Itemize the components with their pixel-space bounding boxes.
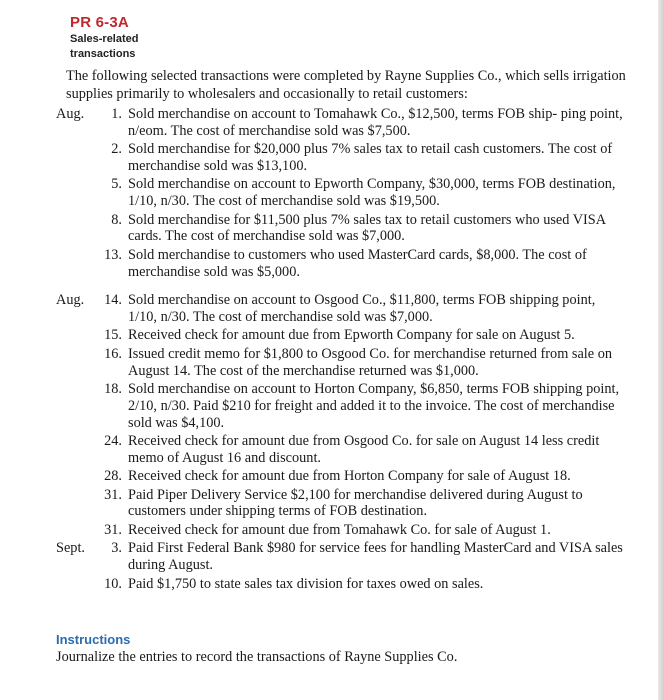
transaction-month: Sept. — [56, 540, 85, 557]
transaction-day: 10. — [104, 575, 122, 592]
transaction-text: Sold merchandise on account to Epworth Company, $30,000, terms FOB destination, 1/10, n/30. The cost of merchandise sold was $19,500. — [128, 176, 616, 210]
transaction-month — [56, 327, 96, 344]
transaction-text: Sold merchandise to customers who used MasterCard cards, $8,000. The cost of merchandise sold was $5,000. — [128, 246, 587, 280]
transaction-row — [56, 487, 636, 520]
transaction-month — [56, 487, 96, 520]
transaction-day: 5. — [111, 176, 122, 193]
transaction-row — [56, 522, 636, 539]
transaction-day: 15. — [104, 327, 122, 344]
transaction-text: Sold merchandise on account to Tomahawk Co., $12,500, terms FOB ship- ping point, n/eom. The cost of merchandise sold was $7,500. — [128, 106, 623, 139]
transaction-text: Sold merchandise on account to Osgood Co., $11,800, terms FOB shipping point, 1/10, n/30. The cost of merchandise sold was $7,000. — [128, 292, 596, 325]
transaction-list — [56, 106, 636, 594]
transaction-row — [56, 433, 636, 466]
transaction-row — [56, 212, 636, 245]
transaction-text: Paid First Federal Bank $980 for service fees for handling MasterCard and VISA sales during August. — [128, 540, 623, 574]
transaction-month — [56, 141, 96, 174]
transaction-text: Paid Piper Delivery Service $2,100 for merchandise delivered during August to customers under shipping terms of FOB destination. — [128, 486, 583, 520]
transaction-day: 24. — [104, 433, 122, 450]
problem-subtitle-line1: Sales-related — [70, 33, 139, 45]
problem-subtitle-line2: transactions — [70, 48, 136, 60]
transaction-day: 28. — [104, 468, 122, 485]
transaction-day: 14. — [104, 292, 122, 309]
transaction-day: 13. — [104, 246, 122, 263]
transaction-day: 31. — [104, 521, 122, 538]
transaction-text: Sold merchandise for $11,500 plus 7% sales tax to retail customers who used VISA cards. The cost of merchandise sold was $7,000. — [128, 211, 606, 245]
transaction-month — [56, 468, 96, 485]
transaction-day: 18. — [104, 381, 122, 398]
transaction-row — [56, 292, 636, 325]
transaction-day: 2. — [111, 141, 122, 158]
transaction-day: 16. — [104, 345, 122, 362]
page-edge-shadow — [658, 0, 664, 700]
transaction-month — [56, 433, 96, 466]
intro-paragraph: The following selected transactions were completed by Rayne Supplies Co., which sells irrigation supplies primarily to wholesalers and occasionally to retail customers: — [66, 68, 626, 102]
transaction-text: Sold merchandise on account to Horton Company, $6,850, terms FOB shipping point, 2/10, n/30. Paid $210 for freight and added it to the invoice. The cost of merchandise sold was $4,100. — [128, 381, 620, 431]
instructions-text: Journalize the entries to record the transactions of Rayne Supplies Co. — [56, 649, 458, 665]
transaction-row — [56, 247, 636, 280]
transaction-day: 3. — [111, 540, 122, 557]
transaction-text: Received check for amount due from Tomahawk Co. for sale of August 1. — [128, 521, 551, 538]
transaction-row — [56, 176, 636, 209]
transaction-day: 31. — [104, 486, 122, 503]
transaction-month: Aug. — [56, 292, 85, 309]
transaction-row — [56, 468, 636, 485]
transaction-row — [56, 576, 636, 593]
transaction-row — [56, 381, 636, 431]
transaction-text: Received check for amount due from Epworth Company for sale on August 5. — [128, 327, 575, 344]
transaction-month: Aug. — [56, 106, 85, 122]
transaction-month — [56, 522, 96, 539]
transaction-month — [56, 212, 96, 245]
transaction-text: Sold merchandise for $20,000 plus 7% sales tax to retail cash customers. The cost of merchandise sold was $13,100. — [128, 141, 613, 174]
transaction-text: Received check for amount due from Horton Company for sale of August 18. — [128, 468, 571, 485]
transaction-month — [56, 346, 96, 379]
transaction-day: 1. — [111, 106, 122, 122]
transaction-row — [56, 327, 636, 344]
transaction-month — [56, 176, 96, 209]
transaction-row — [56, 106, 636, 139]
transaction-row — [56, 540, 636, 573]
transaction-month — [56, 576, 96, 593]
transaction-day: 8. — [111, 211, 122, 228]
transaction-text: Paid $1,750 to state sales tax division for taxes owed on sales. — [128, 575, 484, 592]
transaction-month — [56, 247, 96, 280]
transaction-month — [56, 381, 96, 431]
problem-header — [70, 14, 138, 61]
transaction-row — [56, 141, 636, 174]
transaction-row — [56, 346, 636, 379]
transaction-text: Received check for amount due from Osgood Co. for sale on August 14 less credit memo of August 16 and discount. — [128, 433, 600, 466]
transaction-text: Issued credit memo for $1,800 to Osgood Co. for merchandise returned from sale on August 14. The cost of the merchandise returned was $1,000. — [128, 345, 612, 379]
instructions-heading: Instructions — [56, 632, 131, 647]
problem-code: PR 6-3A — [70, 14, 129, 31]
